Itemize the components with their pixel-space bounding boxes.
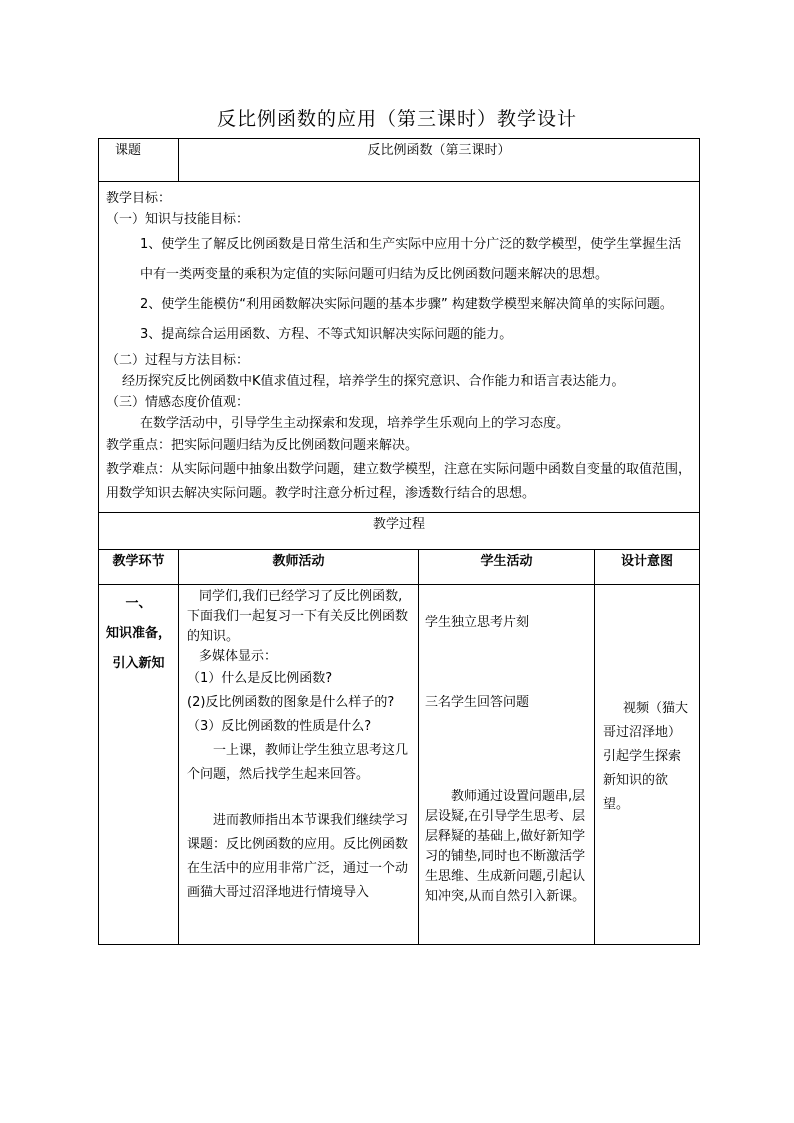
teacher-para-1: 同学们,我们已经学习了反比例函数,下面我们一起复习一下有关反比例函数的知识。	[187, 589, 409, 644]
topic-label: 课题	[99, 139, 179, 182]
goals-cell	[99, 182, 700, 513]
emotion-text: 在数学活动中，引导学生主动探索和发现，培养学生乐观向上的学习态度。	[140, 416, 570, 431]
key-point: 教学重点：把实际问题归结为反比例函数问题来解决。	[106, 438, 419, 453]
design-intent: 视频（猫大哥过沼泽地）引起学生探索新知识的欲望。	[603, 701, 689, 812]
goals-heading: 教学目标：	[106, 191, 172, 206]
column-header-intent: 设计意图	[595, 550, 700, 585]
teacher-question-2: (2)反比例函数的图象是什么样子的?	[187, 695, 395, 710]
knowledge-goal-3: 3、提高综合运用函数、方程、不等式知识解决实际问题的能力。	[140, 327, 513, 342]
student-activity-1: 学生独立思考片刻	[425, 615, 530, 630]
knowledge-goal-1: 1、使学生了解反比例函数是日常生活和生产实际中应用十分广泛的数学模型，使学生掌握生活中有一类两变量的乘积为定值的实际问题可归结为反比例函数问题来解决的思想。	[140, 237, 682, 282]
column-header-row	[99, 550, 700, 585]
topic-value: 反比例函数（第三课时）	[179, 139, 700, 182]
knowledge-goal-2: 2、使学生能模仿“利用函数解决实际问题的基本步骤” 构建数学模型来解决简单的实际问题。	[140, 297, 673, 312]
process-method-text: 经历探究反比例函数中K值求值过程，培养学生的探究意识、合作能力和语言表达能力。	[122, 374, 625, 389]
process-heading: 教学过程	[99, 513, 700, 550]
teacher-question-1: （1）什么是反比例函数?	[187, 671, 333, 686]
stage-number: 一、	[125, 596, 152, 611]
process-method-heading: （二）过程与方法目标：	[106, 353, 250, 368]
stage-name-2: 引入新知	[112, 656, 165, 671]
teacher-activity-cell	[179, 585, 419, 945]
lesson-plan-table	[98, 138, 700, 945]
emotion-heading: （三）情感态度价值观：	[106, 395, 250, 410]
document-title: 反比例函数的应用（第三课时）教学设计	[216, 108, 577, 130]
difficulty: 教学难点：从实际问题中抽象出数学问题，建立数学模型，注意在实际问题中函数自变量的取值范围，用数学知识去解决实际问题。教学时注意分析过程，渗透数行结合的思想。	[106, 462, 692, 501]
teacher-para-2: 多媒体显示：	[199, 649, 278, 664]
goals-row	[99, 182, 700, 513]
knowledge-heading: （一）知识与技能目标：	[106, 212, 250, 227]
design-intent-cell	[595, 585, 700, 945]
column-header-student: 学生活动	[419, 550, 595, 585]
process-heading-row	[99, 513, 700, 550]
teacher-para-4: 进而教师指出本节课我们继续学习课题：反比例函数的应用。反比例函数在生活中的应用非常广泛，通过一个动画猫大哥过沼泽地进行情境导入	[187, 813, 409, 900]
stage-row	[99, 585, 700, 945]
student-activity-cell	[419, 585, 595, 945]
teacher-para-3: 一上课，教师让学生独立思考这几个问题，然后找学生起来回答。	[187, 743, 409, 782]
student-activity-3: 教师通过设置问题串,层层设疑,在引导学生思考、层层释疑的基础上,做好新知学习的铺垫,同时也不断激活学生思维、生成新问题,引起认知冲突,从而自然引入新课。	[425, 789, 586, 904]
teacher-question-3: （3）反比例函数的性质是什么?	[187, 719, 372, 734]
stage-cell	[99, 585, 179, 945]
column-header-stage: 教学环节	[99, 550, 179, 585]
topic-row	[99, 139, 700, 182]
column-header-teacher: 教师活动	[179, 550, 419, 585]
stage-name-1: 知识准备，	[105, 626, 171, 641]
student-activity-2: 三名学生回答问题	[425, 695, 530, 710]
